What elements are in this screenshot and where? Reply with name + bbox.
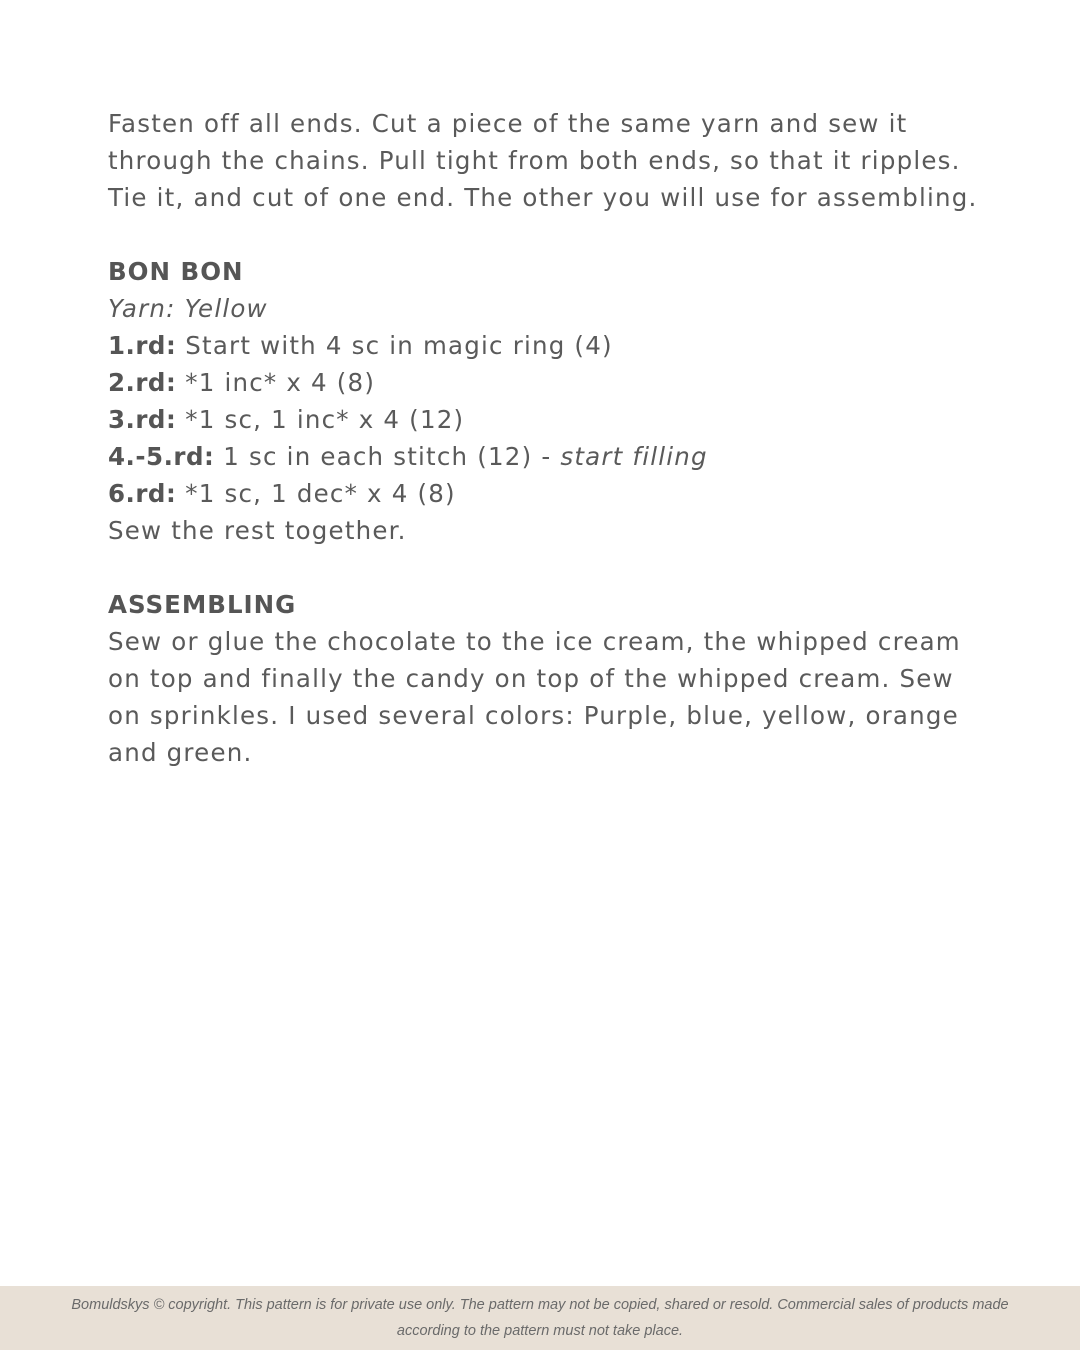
bonbon-heading: BON BON [108,257,244,286]
bonbon-yarn: Yarn: Yellow [108,294,268,323]
round-4-5 [108,438,978,475]
round-label: 4.-5.rd: [108,442,215,471]
round-label: 1.rd: [108,331,177,360]
intro-paragraph: Fasten off all ends. Cut a piece of the same yarn and sew it through the chains. Pull tight from both ends, so that it ripples. Tie it, and cut of one end. The other you will use for assembling. [108,109,978,212]
bonbon-section [108,253,978,549]
round-note: start filling [560,442,708,471]
assembling-section [108,586,978,771]
round-1 [108,327,978,364]
round-text: *1 sc, 1 inc* x 4 (12) [176,405,465,434]
round-label: 2.rd: [108,368,177,397]
round-text: Start with 4 sc in magic ring (4) [176,331,613,360]
assembling-paragraph: Sew or glue the chocolate to the ice cream, the whipped cream on top and finally the candy on top of the whipped cream. Sew on sprinkles. I used several colors: Purple, blue, yellow, orange and green. [108,627,961,767]
bonbon-closing: Sew the rest together. [108,516,407,545]
round-text: 1 sc in each stitch (12) - [214,442,561,471]
copyright-footer [0,1286,1080,1350]
assembling-heading: ASSEMBLING [108,590,297,619]
round-text: *1 inc* x 4 (8) [176,368,376,397]
round-6 [108,475,978,512]
pattern-page [108,105,978,771]
round-label: 6.rd: [108,479,177,508]
round-label: 3.rd: [108,405,177,434]
copyright-text: Bomuldskys © copyright. This pattern is for private use only. The pattern may not be copied, shared or resold. Commercial sales of products made according to the pattern must not take place. [71,1297,1009,1339]
round-2 [108,364,978,401]
round-3 [108,401,978,438]
round-text: *1 sc, 1 dec* x 4 (8) [176,479,456,508]
